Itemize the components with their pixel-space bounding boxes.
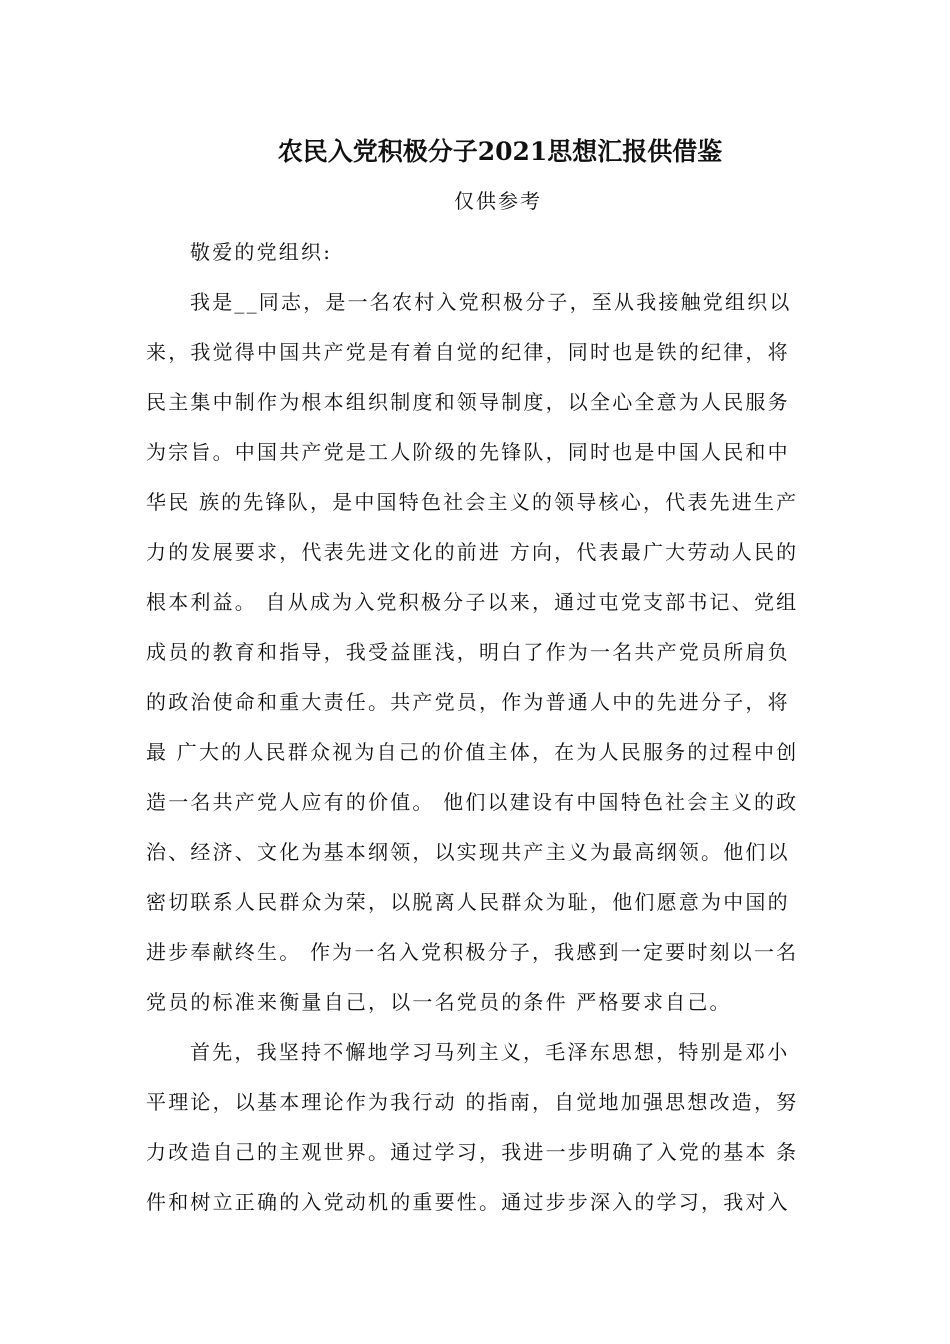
paragraph-line: 根本利益。 自从成为入党积极分子以来，通过屯党支部书记、党组 bbox=[146, 590, 799, 614]
paragraph-line: 件和树立正确的入党动机的重要性。通过步步深入的学习，我对入 bbox=[146, 1190, 790, 1214]
paragraph-line: 力的发展要求，代表先进文化的前进 方向，代表最广大劳动人民的 bbox=[146, 540, 799, 564]
document-subtitle: 仅供参考 bbox=[454, 189, 542, 213]
paragraph-line: 治、经济、文化为基本纲领，以实现共产主义为最高纲领。他们以 bbox=[146, 840, 790, 864]
paragraph-line: 华民 族的先锋队，是中国特色社会主义的领导核心，代表先进生产 bbox=[146, 490, 799, 514]
paragraph-line: 密切联系人民群众为荣，以脱离人民群众为耻，他们愿意为中国的 bbox=[146, 890, 790, 914]
paragraph-line: 的政治使命和重大责任。共产党员，作为普通人中的先进分子，将 bbox=[146, 690, 790, 714]
salutation-line: 敬爱的党组织: bbox=[190, 240, 333, 264]
paragraph-line: 成员的教育和指导，我受益匪浅，明白了作为一名共产党员所肩负 bbox=[146, 640, 790, 664]
paragraph-line: 造一名共产党人应有的价值。 他们以建设有中国特色社会主义的政 bbox=[146, 790, 799, 814]
paragraph-line: 为宗旨。中国共产党是工人阶级的先锋队，同时也是中国人民和中 bbox=[146, 440, 790, 464]
paragraph-line: 我是__同志，是一名农村入党积极分子，至从我接触党组织以 bbox=[190, 290, 792, 314]
paragraph-line: 最 广大的人民群众视为自己的价值主体，在为人民服务的过程中创 bbox=[146, 740, 799, 764]
paragraph-line: 平理论，以基本理论作为我行动 的指南，自觉地加强思想改造，努 bbox=[146, 1090, 799, 1114]
document-title: 农民入党积极分子2021思想汇报供借鉴 bbox=[277, 137, 723, 166]
paragraph-line: 来，我觉得中国共产党是有着自觉的纪律，同时也是铁的纪律，将 bbox=[146, 340, 790, 364]
paragraph-line: 进步奉献终生。 作为一名入党积极分子，我感到一定要时刻以一名 bbox=[146, 940, 799, 964]
paragraph-line: 力改造自己的主观世界。通过学习，我进一步明确了入党的基本 条 bbox=[146, 1140, 799, 1164]
paragraph-line: 民主集中制作为根本组织制度和领导制度，以全心全意为人民服务 bbox=[146, 390, 790, 414]
paragraph-line: 首先，我坚持不懈地学习马列主义，毛泽东思想，特别是邓小 bbox=[190, 1040, 790, 1064]
paragraph-line: 党员的标准来衡量自己，以一名党员的条件 严格要求自己。 bbox=[146, 990, 732, 1014]
